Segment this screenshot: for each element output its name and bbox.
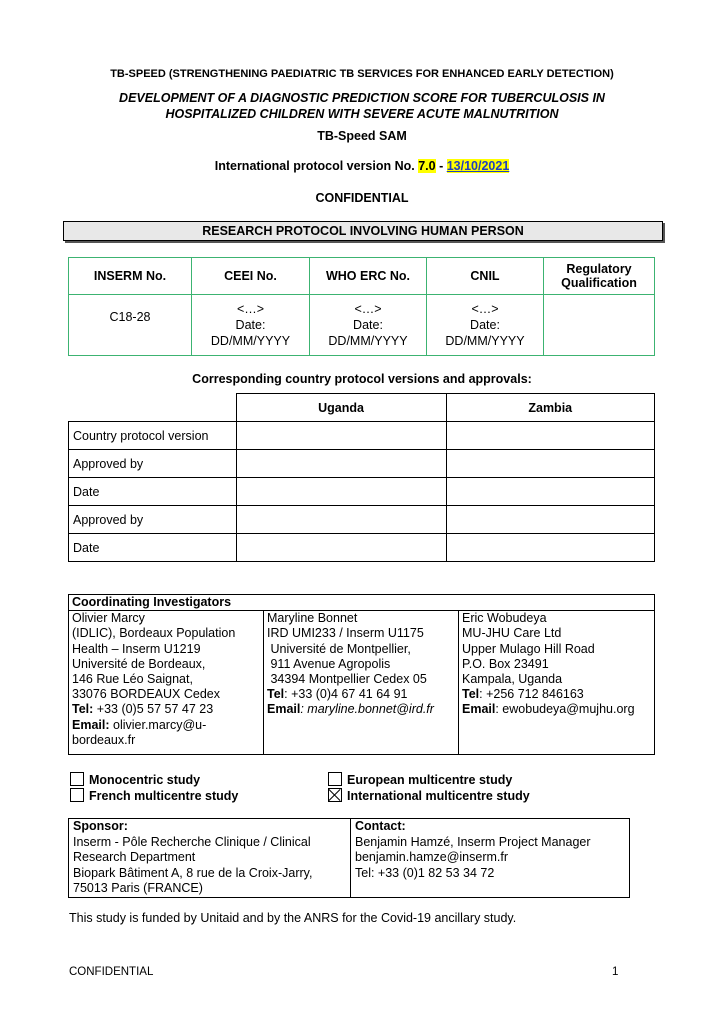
table-row: [69, 450, 655, 478]
version-prefix: International protocol version No.: [214, 159, 419, 173]
protocol-version: [0, 159, 724, 173]
zambia-cell: [446, 422, 655, 450]
page-number: 1: [612, 966, 619, 978]
country-versions-table: [68, 393, 655, 562]
sponsor-contact-row: [69, 819, 630, 898]
table-row: [69, 534, 655, 562]
sponsor-line: Research Department: [73, 850, 196, 864]
study-type-right: [328, 772, 530, 804]
header-who-erc: WHO ERC No.: [310, 258, 427, 295]
tel-value: +33 (0)5 57 57 47 23: [93, 702, 214, 717]
contact-cell: [351, 819, 630, 898]
checked-checkbox-icon[interactable]: [328, 788, 342, 802]
email-value[interactable]: : ewobudeya@mujhu.org: [495, 702, 635, 717]
registration-values-row: [69, 295, 655, 356]
short-title: TB-Speed SAM: [317, 129, 407, 143]
uganda-cell: [236, 478, 446, 506]
header-ceei: CEEI No.: [192, 258, 310, 295]
cnil-cell: [427, 295, 544, 356]
investigator-1-email: [72, 718, 260, 733]
sponsor-cell: [69, 819, 351, 898]
header-inserm: INSERM No.: [69, 258, 192, 295]
ceei-placeholder: <…>: [236, 302, 265, 316]
cnil-date-label: Date:: [470, 318, 500, 332]
tel-value: : +256 712 846163: [479, 687, 584, 702]
investigator-2-tel: [267, 687, 455, 702]
study-option-european[interactable]: [328, 772, 530, 788]
investigator-1-name: Olivier Marcy: [72, 611, 145, 626]
coordinating-investigators-table: [68, 594, 655, 755]
table-row: [69, 422, 655, 450]
investigator-2-line: 34394 Montpellier Cedex 05: [267, 672, 427, 687]
investigator-1-line: 33076 BORDEAUX Cedex: [72, 687, 220, 702]
registration-table: [68, 257, 655, 356]
email-label: Email:: [72, 717, 110, 732]
document-title: [0, 90, 724, 122]
version-date: 13/10/2021: [446, 159, 510, 173]
cnil-date: DD/MM/YYYY: [445, 334, 525, 348]
contact-email[interactable]: benjamin.hamze@inserm.fr: [355, 850, 509, 864]
registration-header-row: [69, 258, 655, 295]
zambia-cell: [446, 506, 655, 534]
footer-confidential: CONFIDENTIAL: [69, 966, 154, 978]
country-corner-cell: [69, 394, 237, 422]
protocol-banner: RESEARCH PROTOCOL INVOLVING HUMAN PERSON: [63, 221, 663, 241]
title-line-2: HOSPITALIZED CHILDREN WITH SEVERE ACUTE MALNUTRITION: [165, 107, 559, 121]
sponsor-contact-table: [68, 818, 630, 898]
option-label: Monocentric study: [89, 773, 201, 787]
version-number: 7.0: [418, 159, 436, 173]
inserm-number: [69, 295, 192, 356]
investigator-3: [459, 611, 655, 755]
investigator-2-name: Maryline Bonnet: [267, 611, 358, 626]
row-label: Country protocol version: [69, 422, 237, 450]
who-erc-placeholder: <…>: [354, 302, 382, 316]
country-versions-title: Corresponding country protocol versions and approvals:: [192, 372, 532, 386]
contact-phone: Tel: +33 (0)1 82 53 34 72: [355, 865, 495, 880]
ceei-date-label: Date:: [235, 318, 266, 332]
investigator-1: [69, 611, 264, 755]
row-label: Date: [69, 478, 237, 506]
sponsor-line: Biopark Bâtiment A, 8 rue de la Croix-Jarry,: [73, 865, 313, 880]
row-label: Approved by: [69, 450, 237, 478]
table-row: [69, 506, 655, 534]
email-value[interactable]: olivier.marcy@u-: [109, 717, 207, 732]
uganda-cell: [236, 450, 446, 478]
tel-label: Tel: [462, 687, 480, 702]
email-label: Email: [462, 702, 496, 717]
ceei-cell: [192, 295, 310, 356]
country-zambia: Zambia: [446, 394, 655, 422]
coordinating-title: Coordinating Investigators: [69, 595, 655, 611]
who-erc-date-label: Date:: [353, 318, 383, 332]
who-erc-cell: [310, 295, 427, 356]
table-row: [69, 478, 655, 506]
investigator-1-line: 146 Rue Léo Saignat,: [72, 672, 193, 687]
checkbox-icon[interactable]: [328, 772, 342, 786]
version-separator: -: [435, 159, 447, 173]
investigator-2-line: 911 Avenue Agropolis: [267, 656, 391, 671]
email-value-continued[interactable]: bordeaux.fr: [72, 732, 136, 747]
who-erc-date: DD/MM/YYYY: [328, 334, 408, 348]
investigator-3-line: P.O. Box 23491: [462, 656, 549, 671]
zambia-cell: [446, 450, 655, 478]
sponsor-label: Sponsor:: [73, 819, 128, 833]
country-uganda: Uganda: [236, 394, 446, 422]
header-regulatory: Regulatory Qualification: [544, 258, 655, 295]
investigator-1-line: Université de Bordeaux,: [72, 656, 206, 671]
header-cnil: CNIL: [427, 258, 544, 295]
inserm-number-value: C18-28: [109, 310, 151, 324]
investigator-2-line: Université de Montpellier,: [267, 641, 411, 656]
investigator-3-line: Upper Mulago Hill Road: [462, 641, 595, 656]
sponsor-line: 75013 Paris (FRANCE): [73, 881, 203, 895]
confidential-label: CONFIDENTIAL: [315, 191, 409, 205]
study-option-french[interactable]: [70, 788, 238, 804]
study-option-international[interactable]: [328, 788, 530, 804]
uganda-cell: [236, 422, 446, 450]
uganda-cell: [236, 534, 446, 562]
investigator-2-email: [267, 702, 455, 717]
contact-name: Benjamin Hamzé, Inserm Project Manager: [355, 834, 591, 849]
row-label: Approved by: [69, 506, 237, 534]
ceei-date: DD/MM/YYYY: [210, 334, 291, 348]
investigator-3-name: Eric Wobudeya: [462, 611, 547, 626]
investigator-1-line: (IDLIC), Bordeaux Population: [72, 626, 236, 641]
investigator-3-email: [462, 702, 651, 717]
uganda-cell: [236, 506, 446, 534]
email-value[interactable]: : maryline.bonnet@ird.fr: [300, 702, 434, 717]
zambia-cell: [446, 534, 655, 562]
title-line-1: DEVELOPMENT OF A DIAGNOSTIC PREDICTION SCORE FOR TUBERCULOSIS IN: [119, 91, 605, 105]
project-line: TB-SPEED (STRENGTHENING PAEDIATRIC TB SERVICES FOR ENHANCED EARLY DETECTION): [110, 68, 614, 80]
email-label: Email: [267, 702, 301, 717]
investigator-3-line: MU-JHU Care Ltd: [462, 626, 562, 641]
checkbox-icon[interactable]: [70, 772, 84, 786]
contact-label: Contact:: [355, 819, 406, 833]
checkbox-icon[interactable]: [70, 788, 84, 802]
country-header-row: [69, 394, 655, 422]
investigator-3-tel: [462, 687, 651, 702]
zambia-cell: [446, 478, 655, 506]
tel-label: Tel: [267, 687, 285, 702]
investigator-3-line: Kampala, Uganda: [462, 672, 563, 687]
investigators-row: [69, 611, 655, 755]
tel-label: Tel:: [72, 702, 94, 717]
tel-value: : +33 (0)4 67 41 64 91: [284, 687, 408, 702]
row-label: Date: [69, 534, 237, 562]
option-label: French multicentre study: [89, 789, 239, 803]
funding-statement: This study is funded by Unitaid and by the ANRS for the Covid-19 ancillary study.: [69, 911, 517, 925]
option-label: European multicentre study: [347, 773, 513, 787]
sponsor-line: Inserm - Pôle Recherche Clinique / Clinical: [73, 834, 311, 849]
investigator-2-line: IRD UMI233 / Inserm U1175: [267, 626, 424, 641]
coordinating-title-row: [69, 595, 655, 611]
option-label: International multicentre study: [347, 789, 530, 803]
investigator-1-tel: [72, 702, 260, 717]
investigator-1-line: Health – Inserm U1219: [72, 641, 201, 656]
cnil-placeholder: <…>: [471, 302, 499, 316]
study-type-left: [70, 772, 238, 804]
investigator-2: [264, 611, 459, 755]
study-option-monocentric[interactable]: [70, 772, 238, 788]
regulatory-cell: [544, 295, 655, 356]
